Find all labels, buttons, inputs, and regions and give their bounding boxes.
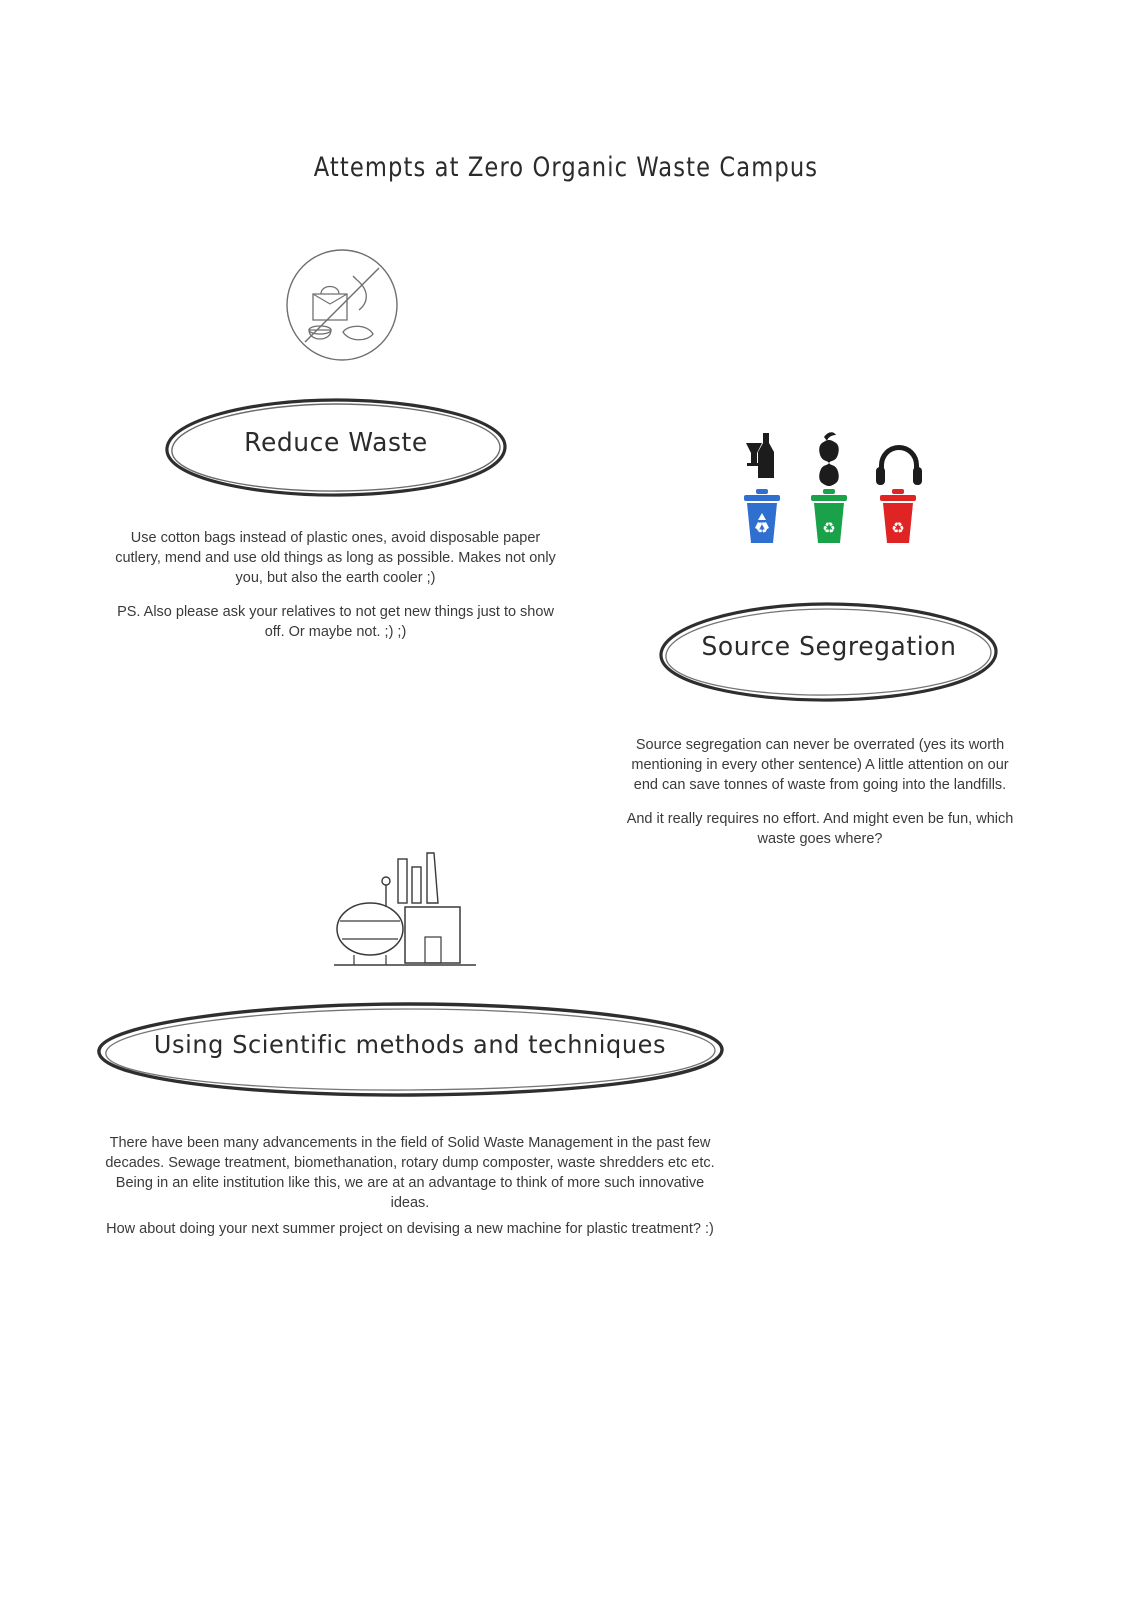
reduce-waste-paragraph-2: PS. Also please ask your relatives to not get new things just to show off. Or maybe not. ;) ;): [117, 604, 554, 640]
headphones-icon: [876, 445, 922, 485]
scientific-methods-paragraph-2: How about doing your next summer project on devising a new machine for plastic treatment? :): [106, 1221, 714, 1237]
svg-text:♻: ♻: [755, 519, 769, 537]
recycling-bins-icon: [740, 425, 925, 575]
source-segregation-body: [620, 735, 1020, 849]
blue-bin-glass: [744, 489, 780, 543]
no-plastic-bag-icon: [283, 246, 401, 364]
source-segregation-heading-group: [655, 600, 1003, 705]
reduce-waste-paragraph-1: Use cotton bags instead of plastic ones, avoid disposable paper cutlery, mend and use old things as long as possible. Makes not only you, but also the earth cooler ;): [115, 530, 556, 586]
red-bin-ewaste: [880, 489, 916, 543]
green-bin-organic: [811, 489, 847, 543]
source-segregation-paragraph-1: Source segregation can never be overrated (yes its worth mentioning in every other sentence) A little attention on our end can save tonnes of waste from going into the landfills.: [631, 737, 1009, 793]
apple-core-icon: [819, 432, 839, 486]
scientific-methods-body: [100, 1133, 720, 1239]
scientific-methods-paragraph-1: There have been many advancements in the field of Solid Waste Management in the past few decades. Sewage treatment, biomethanation, rotary dump composter, waste shredders etc etc. Being in an elite institution like this, we are at an advantage to think of more such innovative ideas.: [105, 1135, 715, 1211]
scientific-methods-heading: Using Scientific methods and techniques: [153, 1030, 667, 1059]
source-segregation-heading: Source Segregation: [701, 632, 957, 662]
reduce-waste-heading-group: [160, 396, 512, 500]
svg-text:♻: ♻: [891, 519, 905, 537]
reduce-waste-heading: Reduce Waste: [244, 428, 428, 458]
factory-plant-icon: [330, 845, 480, 985]
page-title: Attempts at Zero Organic Waste Campus: [313, 152, 819, 183]
source-segregation-paragraph-2: And it really requires no effort. And might even be fun, which waste goes where?: [626, 811, 1014, 847]
svg-text:♻: ♻: [822, 519, 836, 537]
reduce-waste-body: [108, 528, 563, 642]
wine-bottle-glass-icon: [746, 433, 774, 478]
scientific-methods-heading-group: [90, 1000, 730, 1100]
